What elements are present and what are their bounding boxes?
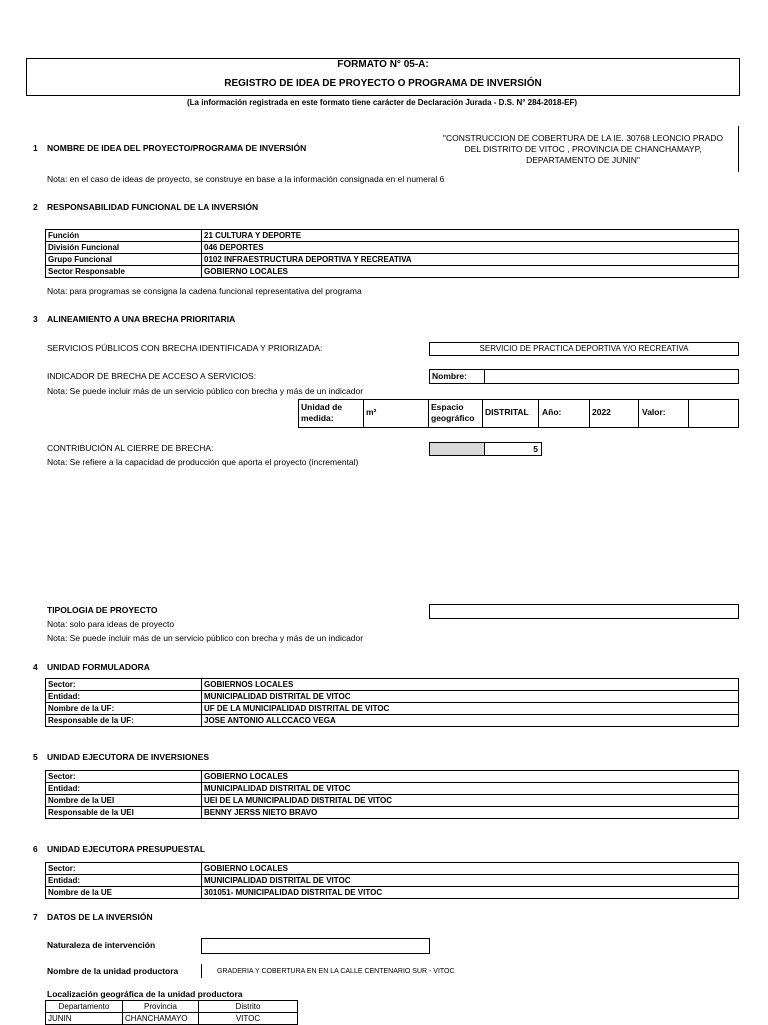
unit-label: Unidad de medida:	[298, 399, 364, 428]
row-key: Grupo Funcional	[46, 254, 202, 266]
row-key: Nombre de la UF:	[46, 703, 202, 715]
declaration-note: (La información registrada en este formato tiene carácter de Declaración Jurada - D.S. N° 284-2018-EF)	[187, 98, 577, 107]
table-row	[46, 230, 739, 242]
section-4-label: UNIDAD FORMULADORA	[47, 662, 150, 672]
row-key: Nombre de la UE	[46, 887, 202, 899]
form-subtitle: REGISTRO DE IDEA DE PROYECTO O PROGRAMA DE INVERSIÓN	[224, 78, 542, 89]
table-row	[46, 703, 739, 715]
contribution-note: Nota: Se refiere a la capacidad de producción que aporta el proyecto (incremental)	[47, 457, 359, 467]
table-row	[46, 1013, 298, 1025]
indicator-note: Nota: Se puede incluir más de un servicio público con brecha y más de un indicador	[47, 386, 364, 396]
services-label: SERVICIOS PÚBLICOS CON BRECHA IDENTIFICADA Y PRIORIZADA:	[47, 343, 323, 353]
year-value[interactable]: 2022	[589, 399, 639, 428]
production-unit-value: GRADERIA Y COBERTURA EN EN LA CALLE CENTENARIO SUR - VITOC	[217, 968, 455, 975]
table-cell: JUNIN	[46, 1013, 123, 1025]
table-cell: CHANCHAMAYO	[123, 1013, 199, 1025]
row-value: 21 CULTURA Y DEPORTE	[202, 230, 739, 242]
table-row	[46, 254, 739, 266]
geo-space-label: Espacio geográfico	[428, 399, 483, 428]
project-name-line-1: "CONSTRUCCION DE COBERTURA DE LA IE. 30768 LEONCIO PRADO	[442, 133, 724, 143]
table-row	[46, 266, 739, 278]
section-7-label: DATOS DE LA INVERSIÓN	[47, 912, 153, 922]
unit-value[interactable]: m²	[363, 399, 429, 428]
typology-label: TIPOLOGIA DE PROYECTO	[47, 605, 158, 615]
table-row	[46, 771, 739, 783]
budget-unit-table	[45, 862, 739, 899]
column-header: Departamento	[46, 1001, 123, 1013]
row-value: 301051- MUNICIPALIDAD DISTRITAL DE VITOC	[202, 887, 739, 899]
table-row	[46, 795, 739, 807]
contribution-label: CONTRIBUCIÓN AL CIERRE DE BRECHA:	[47, 443, 214, 453]
section-2-label: RESPONSABILIDAD FUNCIONAL DE LA INVERSIÓN	[47, 202, 259, 212]
table-row	[46, 783, 739, 795]
table-row	[46, 691, 739, 703]
section-3-label: ALINEAMIENTO A UNA BRECHA PRIORITARIA	[47, 314, 236, 324]
functional-responsibility-table	[45, 229, 739, 278]
section-1-note: Nota: en el caso de ideas de proyecto, se construye en base a la información consignada en el numeral 6	[47, 174, 445, 184]
row-key: Sector:	[46, 771, 202, 783]
section-5-border	[738, 770, 739, 818]
executing-unit-table	[45, 770, 739, 819]
row-value: JOSE ANTONIO ALLCCACO VEGA	[202, 715, 739, 727]
row-key: Responsable de la UEI	[46, 807, 202, 819]
project-name-border	[738, 126, 739, 172]
table-row	[46, 887, 739, 899]
project-name-line-2: DEL DISTRITO DE VITOC , PROVINCIA DE CHANCHAMAYP,	[464, 144, 702, 154]
row-key: Entidad:	[46, 783, 202, 795]
row-value: MUNICIPALIDAD DISTRITAL DE VITOC	[202, 875, 739, 887]
section-2-note: Nota: para programas se consigna la cadena funcional representativa del programa	[47, 286, 362, 296]
row-value: UEI DE LA MUNICIPALIDAD DISTRITAL DE VITOC	[202, 795, 739, 807]
table-row	[46, 715, 739, 727]
indicator-name-label: Nombre:	[429, 369, 485, 384]
section-2-number: 2	[33, 202, 38, 212]
form-title: FORMATO N° 05-A:	[337, 59, 429, 70]
row-key: Entidad:	[46, 875, 202, 887]
row-key: Entidad:	[46, 691, 202, 703]
row-value: GOBIERNO LOCALES	[202, 266, 739, 278]
section-5-label: UNIDAD EJECUTORA DE INVERSIONES	[47, 752, 209, 762]
row-key: División Funcional	[46, 242, 202, 254]
row-key: Sector:	[46, 679, 202, 691]
geo-space-value[interactable]: DISTRITAL	[482, 399, 539, 428]
indicator-name-field[interactable]	[484, 369, 739, 384]
services-field[interactable]: SERVICIO DE PRACTICA DEPORTIVA Y/O RECREATIVA	[429, 342, 739, 356]
location-label: Localización geográfica de la unidad productora	[47, 989, 243, 999]
section-4-number: 4	[33, 662, 38, 672]
section-5-number: 5	[33, 752, 38, 762]
intervention-nature-field[interactable]	[201, 938, 430, 954]
value-field[interactable]	[688, 399, 739, 428]
indicator-label: INDICADOR DE BRECHA DE ACCESO A SERVICIOS:	[47, 371, 257, 381]
intervention-nature-label: Naturaleza de intervención	[47, 940, 156, 950]
row-value: 0102 INFRAESTRUCTURA DEPORTIVA Y RECREATIVA	[202, 254, 739, 266]
row-key: Función	[46, 230, 202, 242]
row-value: GOBIERNOS LOCALES	[202, 679, 739, 691]
table-row	[46, 863, 739, 875]
production-unit-border	[201, 964, 202, 978]
row-value: MUNICIPALIDAD DISTRITAL DE VITOC	[202, 783, 739, 795]
contribution-field[interactable]: 5	[484, 442, 542, 456]
typology-note-2: Nota: Se puede incluir más de un servicio público con brecha y más de un indicador	[47, 633, 364, 643]
table-row	[46, 875, 739, 887]
table-row	[46, 242, 739, 254]
section-1-number: 1	[33, 143, 38, 153]
form-header	[26, 58, 740, 96]
typology-note-1: Nota: solo para ideas de proyecto	[47, 619, 175, 629]
table-row	[46, 807, 739, 819]
project-name-line-3: DEPARTAMENTO DE JUNIN"	[526, 155, 640, 165]
table-cell: VITOC	[199, 1013, 298, 1025]
row-key: Nombre de la UEI	[46, 795, 202, 807]
row-value: UF DE LA MUNICIPALIDAD DISTRITAL DE VITOC	[202, 703, 739, 715]
project-name-value	[430, 133, 736, 166]
row-key: Responsable de la UF:	[46, 715, 202, 727]
table-row	[46, 679, 739, 691]
section-6-number: 6	[33, 844, 38, 854]
row-value: GOBIERNO LOCALES	[202, 771, 739, 783]
production-unit-label: Nombre de la unidad productora	[47, 966, 179, 976]
year-label: Año:	[538, 399, 590, 428]
formulating-unit-table	[45, 678, 739, 727]
row-key: Sector:	[46, 863, 202, 875]
row-value: GOBIERNO LOCALES	[202, 863, 739, 875]
row-value: 046 DEPORTES	[202, 242, 739, 254]
section-1-label: NOMBRE DE IDEA DEL PROYECTO/PROGRAMA DE INVERSIÓN	[47, 143, 307, 153]
section-7-number: 7	[33, 912, 38, 922]
column-header: Provincia	[123, 1001, 199, 1013]
value-label: Valor:	[638, 399, 689, 428]
typology-field[interactable]	[429, 604, 739, 619]
row-key: Sector Responsable	[46, 266, 202, 278]
table-header-row	[46, 1001, 298, 1013]
section-6-label: UNIDAD EJECUTORA PRESUPUESTAL	[47, 844, 206, 854]
location-table	[45, 1000, 298, 1025]
contribution-shaded-cell	[429, 442, 485, 456]
row-value: MUNICIPALIDAD DISTRITAL DE VITOC	[202, 691, 739, 703]
section-3-number: 3	[33, 314, 38, 324]
column-header: Distrito	[199, 1001, 298, 1013]
row-value: BENNY JERSS NIETO BRAVO	[202, 807, 739, 819]
